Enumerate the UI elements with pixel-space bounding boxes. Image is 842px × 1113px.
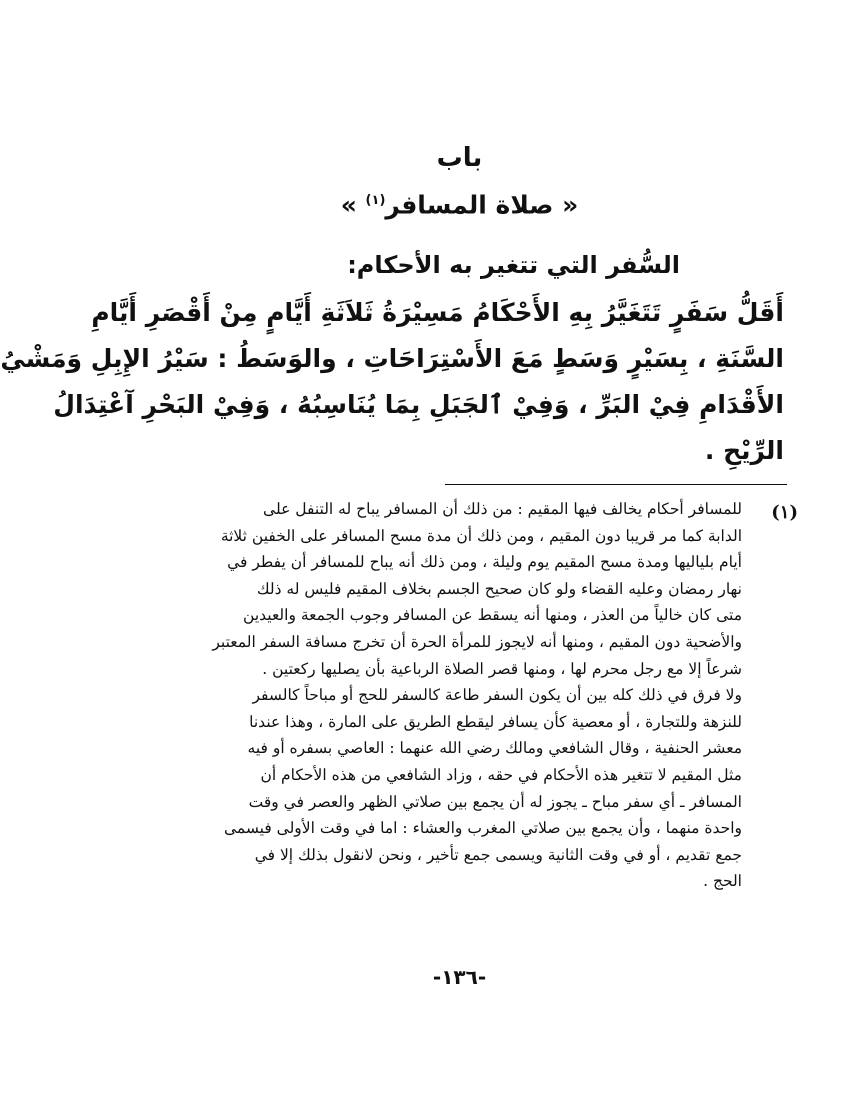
chapter-title: [77, 183, 842, 223]
footnote-line: جمع تقديم ، أو في وقت الثانية ويسمى جمع تأخير ، ونحن لانقول بذلك إلا في: [254, 845, 742, 864]
footnote-text: [132, 496, 742, 895]
main-text-line: أَقَلُّ سَفَرٍ تَتَغَيَّرُ بِهِ الأَحْكَامُ مَسِيْرَةُ ثَلاَثَةِ أَيَّامٍ مِنْ أَقْصَرِ أَيَّامِ: [91, 298, 784, 327]
footnote-line: الحج .: [703, 872, 742, 891]
footnote-line: الدابة كما مر قريبا دون المقيم ، ومن ذلك أن مدة مسح المسافر على الخفين ثلاثة: [220, 526, 742, 545]
footnote-line: مثل المقيم لا تتغير هذه الأحكام في حقه ، وزاد الشافعي من هذه الأحكام أن: [260, 765, 742, 784]
section-heading: السُّفر التي تتغير به الأحكام:: [347, 251, 680, 279]
footnote-line: شرعاً إلا مع رجل محرم لها ، ومنها قصر الصلاة الرباعية بأن يصليها ركعتين .: [262, 659, 742, 678]
page-number: -١٣٦-: [432, 965, 487, 989]
chapter-title-close: »: [340, 190, 366, 220]
footnote-line: والأضحية دون المقيم ، ومنها أنه لايجوز للمرأة الحرة أن تخرج مسافة السفر المعتبر: [212, 632, 742, 651]
footnote-line: المسافر ـ أي سفر مباح ـ يجوز له أن يجمع بين صلاتي الظهر والعصر في وقت: [248, 792, 742, 811]
footnote-line: للمسافر أحكام يخالف فيها المقيم : من ذلك أن المسافر يباح له التنفل على: [263, 500, 742, 518]
footnote-line: نهار رمضان وعليه القضاء ولو كان صحيح الجسم بخلاف المقيم فليس له ذلك: [256, 579, 742, 598]
footnote-divider: [445, 484, 787, 485]
footnote-marker: (١): [771, 502, 798, 523]
main-text-line: الرِّيْحِ .: [704, 436, 784, 465]
main-text: [0, 290, 784, 474]
footnote-line: للنزهة وللتجارة ، أو معصية كأن يسافر ليقطع الطريق على المارة ، وهذا عندنا: [249, 712, 742, 731]
footnote-line: واحدة منهما ، وأن يجمع بين صلاتي المغرب والعشاء : اما في وقت الأولى فيسمى: [223, 819, 742, 838]
main-text-line: الأَقْدَامِ فِيْ البَرِّ ، وَفِيْ ٱلجَبَلِ بِمَا يُنَاسِبُهُ ، وَفِيْ البَحْرِ آعْتِدَالُ: [53, 390, 784, 419]
footnote-reference: (١): [365, 193, 386, 208]
footnote-line: معشر الحنفية ، وقال الشافعي ومالك رضي الله عنهما : العاصي بسفره أو فيه: [247, 739, 742, 758]
chapter-title-text: « صلاة المسافر: [385, 190, 579, 220]
main-text-line: السَّنَةِ ، بِسَيْرٍ وَسَطٍ مَعَ الأَسْتِرَاحَاتِ ، والوَسَطُ : سَيْرُ الإِبِلِ وَمَشْيُ: [0, 344, 784, 373]
chapter-heading: باب: [436, 143, 483, 173]
footnote-line: ولا فرق في ذلك كله بين أن يكون السفر طاعة كالسفر للحج أو مباحاً كالسفر: [252, 686, 742, 705]
footnote-line: أيام بلياليها ومدة مسح المقيم يوم وليلة ، ومن ذلك أنه يباح للمسافر أن يفطر في: [227, 553, 742, 572]
footnote-line: متى كان خالياً من العذر ، ومنها أنه يسقط عن المسافر وجوب الجمعة والعيدين: [243, 606, 742, 625]
